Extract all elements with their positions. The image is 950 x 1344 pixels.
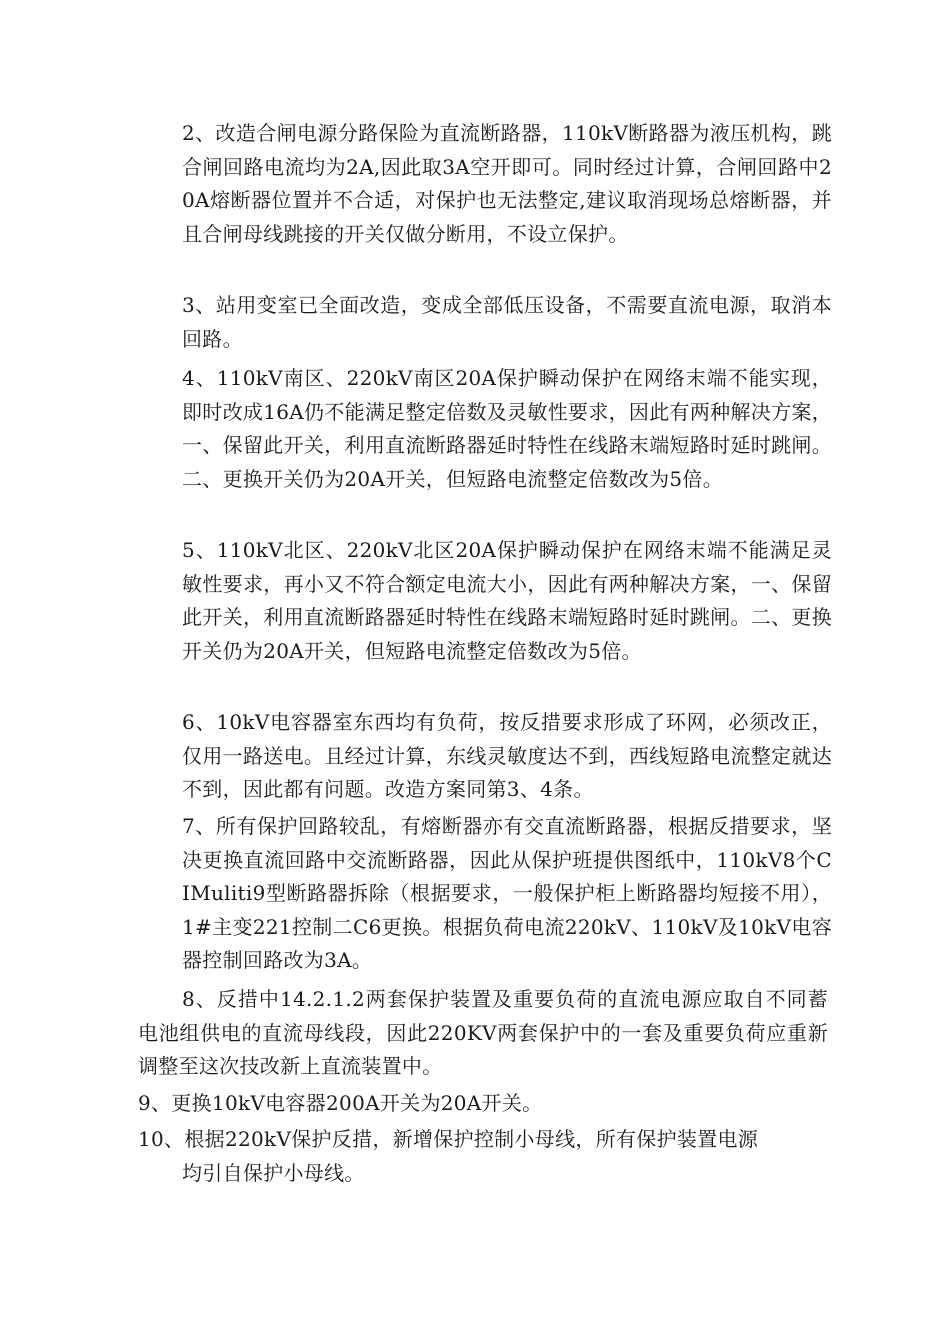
paragraph-item-6: 6、10kV电容器室东西均有负荷，按反措要求形成了环网，必须改正，仅用一路送电。且经过计算，东线灵敏度达不到，西线短路电流整定就达不到，因此都有问题。改造方案同第3、4条。 — [182, 710, 832, 801]
paragraph-item-10-line-2: 均引自保护小母线。 — [182, 1161, 365, 1185]
paragraph-item-2: 2、改造合闸电源分路保险为直流断路器，110kV断路器为液压机构，跳合闸回路电流均为2A,因此取3A空开即可。同时经过计算，合闸回路中20A熔断器位置并不合适，对保护也无法整定,建议取消现场总熔断器，并且合闸母线跳接的开关仅做分断用，不设立保护。 — [182, 121, 832, 246]
paragraph-item-4: 4、110kV南区、220kV南区20A保护瞬动保护在网络末端不能实现，即时改成16A仍不能满足整定倍数及灵敏性要求，因此有两种解决方案，一、保留此开关，利用直流断路器延时特性在线路末端短路时延时跳闸。二、更换开关仍为20A开关，但短路电流整定倍数改为5倍。 — [182, 366, 832, 491]
paragraph-item-7: 7、所有保护回路较乱，有熔断器亦有交直流断路器，根据反措要求，坚决更换直流回路中交流断路器，因此从保护班提供图纸中，110kV8个CIMuliti9型断路器拆除（根据要求，一般保护柜上断路器均短接不用），1#主变221控制二C6更换。根据负荷电流220kV、110kV及10kV电容器控制回路改为3A。 — [182, 814, 832, 972]
paragraph-item-9: 9、更换10kV电容器200A开关为20A开关。 — [138, 1091, 543, 1115]
paragraph-item-3: 3、站用变室已全面改造，变成全部低压设备，不需要直流电源，取消本回路。 — [182, 293, 832, 351]
paragraph-item-10-line-1: 10、根据220kV保护反措，新增保护控制小母线，所有保护装置电源 — [138, 1127, 759, 1151]
paragraph-item-5: 5、110kV北区、220kV北区20A保护瞬动保护在网络末端不能满足灵敏性要求，再小又不符合额定电流大小，因此有两种解决方案，一、保留此开关，利用直流断路器延时特性在线路末端短路时延时跳闸。二、更换开关仍为20A开关，但短路电流整定倍数改为5倍。 — [182, 538, 832, 663]
paragraph-item-8: 8、反措中14.2.1.2两套保护装置及重要负荷的直流电源应取自不同蓄电池组供电的直流母线段，因此220KV两套保护中的一套及重要负荷应重新调整至这次技改新上直流装置中。 — [138, 987, 828, 1078]
